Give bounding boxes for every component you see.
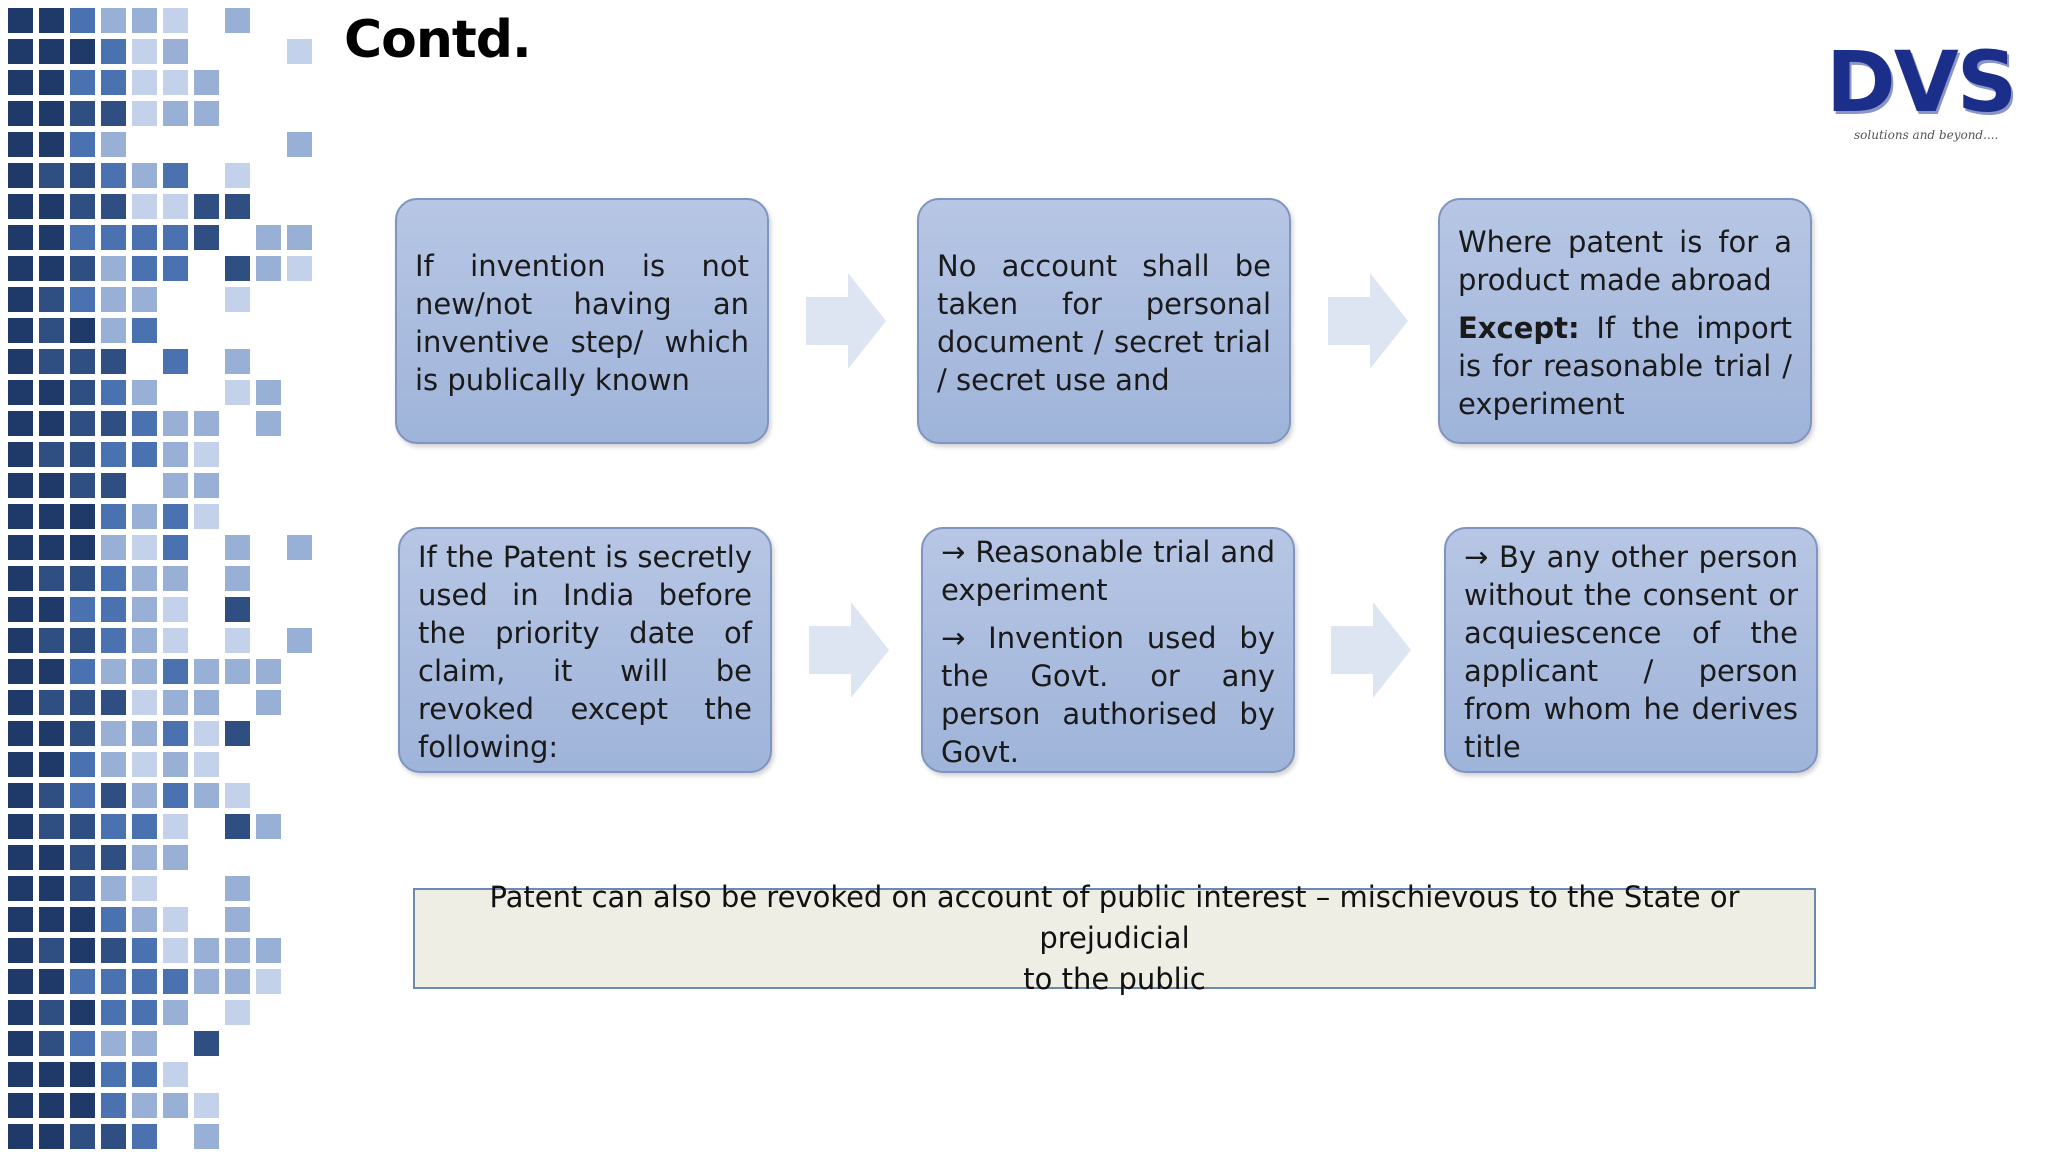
mosaic-square — [39, 1031, 64, 1056]
row1-box2-text: No account shall be taken for personal document / secret trial / secret use and — [937, 249, 1271, 397]
row2-box2-item1: → Reasonable trial and experiment — [941, 535, 1275, 607]
mosaic-square — [8, 256, 33, 281]
mosaic-square — [163, 566, 188, 591]
mosaic-square — [194, 938, 219, 963]
note-line1: Patent can also be revoked on account of public interest – mischievous to the State or prejudicial — [489, 880, 1740, 955]
mosaic-square — [194, 1124, 219, 1149]
mosaic-square — [39, 1000, 64, 1025]
mosaic-square — [39, 783, 64, 808]
mosaic-square — [8, 535, 33, 560]
mosaic-square — [70, 504, 95, 529]
mosaic-square — [163, 442, 188, 467]
mosaic-square — [70, 101, 95, 126]
mosaic-square — [132, 876, 157, 901]
mosaic-square — [39, 907, 64, 932]
mosaic-square — [256, 225, 281, 250]
mosaic-square — [101, 659, 126, 684]
right-chevron-arrow-icon — [1328, 273, 1408, 369]
mosaic-square — [132, 225, 157, 250]
mosaic-square — [225, 8, 250, 33]
except-label: Except: — [1458, 311, 1580, 345]
mosaic-square — [70, 566, 95, 591]
mosaic-square — [163, 225, 188, 250]
mosaic-square — [132, 721, 157, 746]
mosaic-square — [39, 225, 64, 250]
mosaic-square — [101, 504, 126, 529]
mosaic-square — [70, 1093, 95, 1118]
mosaic-square — [163, 194, 188, 219]
mosaic-square — [8, 8, 33, 33]
mosaic-square — [8, 1093, 33, 1118]
mosaic-square — [101, 194, 126, 219]
mosaic-square — [101, 969, 126, 994]
mosaic-square — [225, 907, 250, 932]
mosaic-square — [101, 1000, 126, 1025]
mosaic-square — [8, 1062, 33, 1087]
mosaic-square — [225, 628, 250, 653]
row1-box3-text: Where patent is for a product made abroad — [1458, 225, 1792, 297]
note-line2: to the public — [1023, 962, 1206, 996]
mosaic-square — [39, 969, 64, 994]
row2-box-exceptions — [921, 527, 1295, 773]
mosaic-square — [8, 39, 33, 64]
mosaic-square — [70, 752, 95, 777]
mosaic-square — [132, 783, 157, 808]
mosaic-square — [70, 1000, 95, 1025]
row2-box-secretly-used — [398, 527, 772, 773]
mosaic-square — [70, 1062, 95, 1087]
mosaic-square — [194, 1093, 219, 1118]
mosaic-square — [70, 876, 95, 901]
row1-box3-except — [1458, 309, 1792, 423]
mosaic-square — [225, 380, 250, 405]
mosaic-square — [39, 1124, 64, 1149]
mosaic-square — [39, 8, 64, 33]
mosaic-square — [101, 876, 126, 901]
mosaic-square — [70, 442, 95, 467]
mosaic-square — [163, 690, 188, 715]
mosaic-square — [8, 907, 33, 932]
mosaic-square — [39, 163, 64, 188]
mosaic-square — [163, 256, 188, 281]
slide-title: Contd. — [344, 10, 531, 70]
mosaic-square — [101, 597, 126, 622]
mosaic-square — [8, 938, 33, 963]
row2-box2-item2: → Invention used by the Govt. or any person authorised by Govt. — [941, 621, 1275, 769]
mosaic-square — [101, 225, 126, 250]
mosaic-square — [101, 566, 126, 591]
mosaic-square — [163, 39, 188, 64]
mosaic-square — [225, 721, 250, 746]
mosaic-square — [70, 70, 95, 95]
mosaic-square — [39, 194, 64, 219]
mosaic-square — [70, 39, 95, 64]
mosaic-square — [39, 380, 64, 405]
mosaic-square — [70, 132, 95, 157]
mosaic-square — [8, 628, 33, 653]
mosaic-square — [70, 907, 95, 932]
mosaic-square — [163, 659, 188, 684]
mosaic-square — [8, 969, 33, 994]
mosaic-square — [194, 1031, 219, 1056]
mosaic-square — [39, 566, 64, 591]
mosaic-square — [132, 1124, 157, 1149]
mosaic-square — [101, 70, 126, 95]
mosaic-square — [8, 287, 33, 312]
mosaic-square — [132, 938, 157, 963]
mosaic-square — [101, 287, 126, 312]
mosaic-square — [39, 287, 64, 312]
mosaic-square — [8, 70, 33, 95]
mosaic-square — [287, 535, 312, 560]
mosaic-square — [132, 442, 157, 467]
mosaic-square — [163, 70, 188, 95]
mosaic-square — [163, 938, 188, 963]
mosaic-square — [194, 659, 219, 684]
mosaic-square — [8, 473, 33, 498]
mosaic-square — [163, 907, 188, 932]
mosaic-square — [70, 814, 95, 839]
mosaic-square — [132, 1093, 157, 1118]
mosaic-square — [256, 380, 281, 405]
mosaic-square — [132, 504, 157, 529]
mosaic-square — [225, 1000, 250, 1025]
mosaic-square — [39, 535, 64, 560]
mosaic-square — [225, 814, 250, 839]
mosaic-square — [101, 690, 126, 715]
mosaic-square — [70, 318, 95, 343]
mosaic-square — [194, 969, 219, 994]
mosaic-square — [70, 256, 95, 281]
mosaic-square — [70, 473, 95, 498]
mosaic-square — [132, 628, 157, 653]
mosaic-square — [101, 411, 126, 436]
mosaic-square — [39, 659, 64, 684]
mosaic-square — [163, 504, 188, 529]
mosaic-square — [194, 194, 219, 219]
mosaic-square — [256, 814, 281, 839]
mosaic-square — [163, 1062, 188, 1087]
mosaic-square — [163, 845, 188, 870]
mosaic-square — [256, 969, 281, 994]
mosaic-square — [132, 566, 157, 591]
mosaic-square — [225, 349, 250, 374]
mosaic-square — [101, 39, 126, 64]
dvs-logo — [1826, 33, 2036, 150]
mosaic-square — [132, 752, 157, 777]
row1-box-no-account — [917, 198, 1291, 444]
right-chevron-arrow-icon — [1331, 602, 1411, 698]
mosaic-square — [132, 845, 157, 870]
mosaic-square — [8, 1000, 33, 1025]
mosaic-square — [8, 659, 33, 684]
mosaic-square — [194, 690, 219, 715]
mosaic-square — [225, 194, 250, 219]
mosaic-square — [132, 597, 157, 622]
mosaic-square — [70, 411, 95, 436]
mosaic-square — [70, 969, 95, 994]
mosaic-square — [101, 1031, 126, 1056]
mosaic-square — [39, 628, 64, 653]
mosaic-square — [163, 783, 188, 808]
mosaic-square — [163, 752, 188, 777]
mosaic-square — [163, 101, 188, 126]
mosaic-square — [8, 132, 33, 157]
mosaic-square — [132, 287, 157, 312]
mosaic-square — [70, 163, 95, 188]
mosaic-square — [225, 938, 250, 963]
mosaic-square — [39, 39, 64, 64]
mosaic-square — [194, 721, 219, 746]
mosaic-square — [287, 225, 312, 250]
mosaic-square — [70, 721, 95, 746]
mosaic-square — [70, 349, 95, 374]
mosaic-square — [70, 380, 95, 405]
mosaic-square — [225, 287, 250, 312]
mosaic-square — [256, 938, 281, 963]
mosaic-square — [101, 349, 126, 374]
mosaic-square — [8, 163, 33, 188]
mosaic-square — [70, 659, 95, 684]
mosaic-square — [101, 938, 126, 963]
mosaic-square — [101, 318, 126, 343]
mosaic-square — [39, 442, 64, 467]
mosaic-square — [194, 70, 219, 95]
mosaic-square — [8, 442, 33, 467]
mosaic-square — [8, 380, 33, 405]
mosaic-square — [39, 876, 64, 901]
mosaic-square — [101, 163, 126, 188]
mosaic-square — [8, 845, 33, 870]
mosaic-square — [39, 70, 64, 95]
mosaic-square — [101, 1124, 126, 1149]
mosaic-square — [101, 380, 126, 405]
mosaic-square — [132, 907, 157, 932]
mosaic-square — [225, 969, 250, 994]
row2-box3-text: → By any other person without the consent or acquiescence of the applicant / person from whom he derives title — [1464, 540, 1798, 764]
mosaic-square — [101, 535, 126, 560]
decorative-square-mosaic — [0, 0, 320, 1152]
mosaic-square — [8, 225, 33, 250]
mosaic-square — [70, 8, 95, 33]
mosaic-square — [8, 1031, 33, 1056]
mosaic-square — [39, 473, 64, 498]
mosaic-square — [163, 473, 188, 498]
mosaic-square — [70, 194, 95, 219]
mosaic-square — [163, 8, 188, 33]
mosaic-square — [70, 535, 95, 560]
mosaic-square — [8, 1124, 33, 1149]
mosaic-square — [101, 721, 126, 746]
mosaic-square — [194, 752, 219, 777]
mosaic-square — [132, 194, 157, 219]
mosaic-square — [287, 256, 312, 281]
mosaic-square — [132, 101, 157, 126]
mosaic-square — [8, 597, 33, 622]
mosaic-square — [256, 411, 281, 436]
mosaic-square — [8, 566, 33, 591]
mosaic-square — [256, 659, 281, 684]
row2-box1-text: If the Patent is secretly used in India before the priority date of claim, it will be revoked except the following: — [418, 540, 752, 764]
except-text: If the import is for reasonable trial / experiment — [1458, 311, 1792, 421]
mosaic-square — [194, 504, 219, 529]
mosaic-square — [163, 969, 188, 994]
mosaic-square — [39, 752, 64, 777]
mosaic-square — [101, 256, 126, 281]
mosaic-square — [8, 318, 33, 343]
mosaic-square — [101, 8, 126, 33]
mosaic-square — [163, 597, 188, 622]
mosaic-square — [70, 287, 95, 312]
mosaic-square — [8, 194, 33, 219]
mosaic-square — [132, 814, 157, 839]
mosaic-square — [101, 442, 126, 467]
mosaic-square — [287, 132, 312, 157]
mosaic-square — [256, 256, 281, 281]
mosaic-square — [132, 256, 157, 281]
mosaic-square — [163, 1000, 188, 1025]
mosaic-square — [225, 535, 250, 560]
mosaic-square — [163, 814, 188, 839]
mosaic-square — [101, 814, 126, 839]
mosaic-square — [8, 690, 33, 715]
mosaic-square — [163, 628, 188, 653]
mosaic-square — [8, 101, 33, 126]
mosaic-square — [39, 721, 64, 746]
mosaic-square — [132, 1062, 157, 1087]
mosaic-square — [225, 783, 250, 808]
mosaic-square — [194, 101, 219, 126]
mosaic-square — [287, 39, 312, 64]
mosaic-square — [39, 938, 64, 963]
mosaic-square — [132, 8, 157, 33]
mosaic-square — [70, 597, 95, 622]
mosaic-square — [70, 783, 95, 808]
mosaic-square — [132, 380, 157, 405]
mosaic-square — [8, 349, 33, 374]
mosaic-square — [8, 504, 33, 529]
mosaic-square — [8, 752, 33, 777]
mosaic-square — [256, 690, 281, 715]
mosaic-square — [8, 814, 33, 839]
mosaic-square — [132, 1000, 157, 1025]
mosaic-square — [225, 597, 250, 622]
mosaic-square — [132, 535, 157, 560]
mosaic-square — [225, 163, 250, 188]
mosaic-square — [225, 876, 250, 901]
mosaic-square — [194, 442, 219, 467]
mosaic-square — [101, 101, 126, 126]
mosaic-square — [101, 1062, 126, 1087]
mosaic-square — [39, 1093, 64, 1118]
mosaic-square — [39, 597, 64, 622]
mosaic-square — [132, 411, 157, 436]
mosaic-square — [132, 969, 157, 994]
mosaic-square — [194, 411, 219, 436]
mosaic-square — [39, 504, 64, 529]
mosaic-square — [39, 132, 64, 157]
mosaic-square — [101, 1093, 126, 1118]
mosaic-square — [8, 876, 33, 901]
mosaic-square — [70, 1031, 95, 1056]
mosaic-square — [39, 101, 64, 126]
mosaic-square — [163, 1093, 188, 1118]
mosaic-square — [132, 39, 157, 64]
mosaic-square — [225, 659, 250, 684]
mosaic-square — [163, 535, 188, 560]
mosaic-square — [70, 845, 95, 870]
row1-box-invention-not-new — [395, 198, 769, 444]
mosaic-square — [39, 814, 64, 839]
mosaic-square — [8, 411, 33, 436]
mosaic-square — [101, 907, 126, 932]
mosaic-square — [39, 256, 64, 281]
mosaic-square — [287, 628, 312, 653]
mosaic-square — [70, 225, 95, 250]
mosaic-square — [39, 318, 64, 343]
mosaic-square — [101, 132, 126, 157]
mosaic-square — [101, 845, 126, 870]
mosaic-square — [101, 473, 126, 498]
mosaic-square — [194, 473, 219, 498]
mosaic-square — [39, 1062, 64, 1087]
mosaic-square — [39, 411, 64, 436]
right-chevron-arrow-icon — [806, 273, 886, 369]
mosaic-square — [163, 721, 188, 746]
mosaic-square — [163, 163, 188, 188]
mosaic-square — [39, 690, 64, 715]
mosaic-square — [70, 690, 95, 715]
public-interest-note — [413, 880, 1816, 996]
mosaic-square — [132, 163, 157, 188]
mosaic-square — [225, 566, 250, 591]
mosaic-square — [194, 225, 219, 250]
mosaic-square — [132, 690, 157, 715]
mosaic-square — [39, 845, 64, 870]
mosaic-square — [101, 752, 126, 777]
mosaic-square — [132, 659, 157, 684]
mosaic-square — [70, 938, 95, 963]
mosaic-square — [8, 783, 33, 808]
mosaic-square — [163, 411, 188, 436]
mosaic-square — [70, 1124, 95, 1149]
mosaic-square — [163, 349, 188, 374]
logo-brand: DVS — [1826, 33, 2016, 131]
mosaic-square — [39, 349, 64, 374]
mosaic-square — [101, 628, 126, 653]
row1-box-product-abroad — [1438, 198, 1812, 444]
mosaic-square — [70, 628, 95, 653]
mosaic-square — [8, 721, 33, 746]
mosaic-square — [132, 318, 157, 343]
row1-box1-text: If invention is not new/not having an inventive step/ which is publically known — [415, 249, 749, 397]
row2-box-other-person — [1444, 527, 1818, 773]
mosaic-square — [225, 256, 250, 281]
logo-tagline: solutions and beyond.... — [1854, 128, 1999, 142]
mosaic-square — [132, 70, 157, 95]
mosaic-square — [132, 1031, 157, 1056]
mosaic-square — [194, 783, 219, 808]
right-chevron-arrow-icon — [809, 602, 889, 698]
mosaic-square — [101, 783, 126, 808]
